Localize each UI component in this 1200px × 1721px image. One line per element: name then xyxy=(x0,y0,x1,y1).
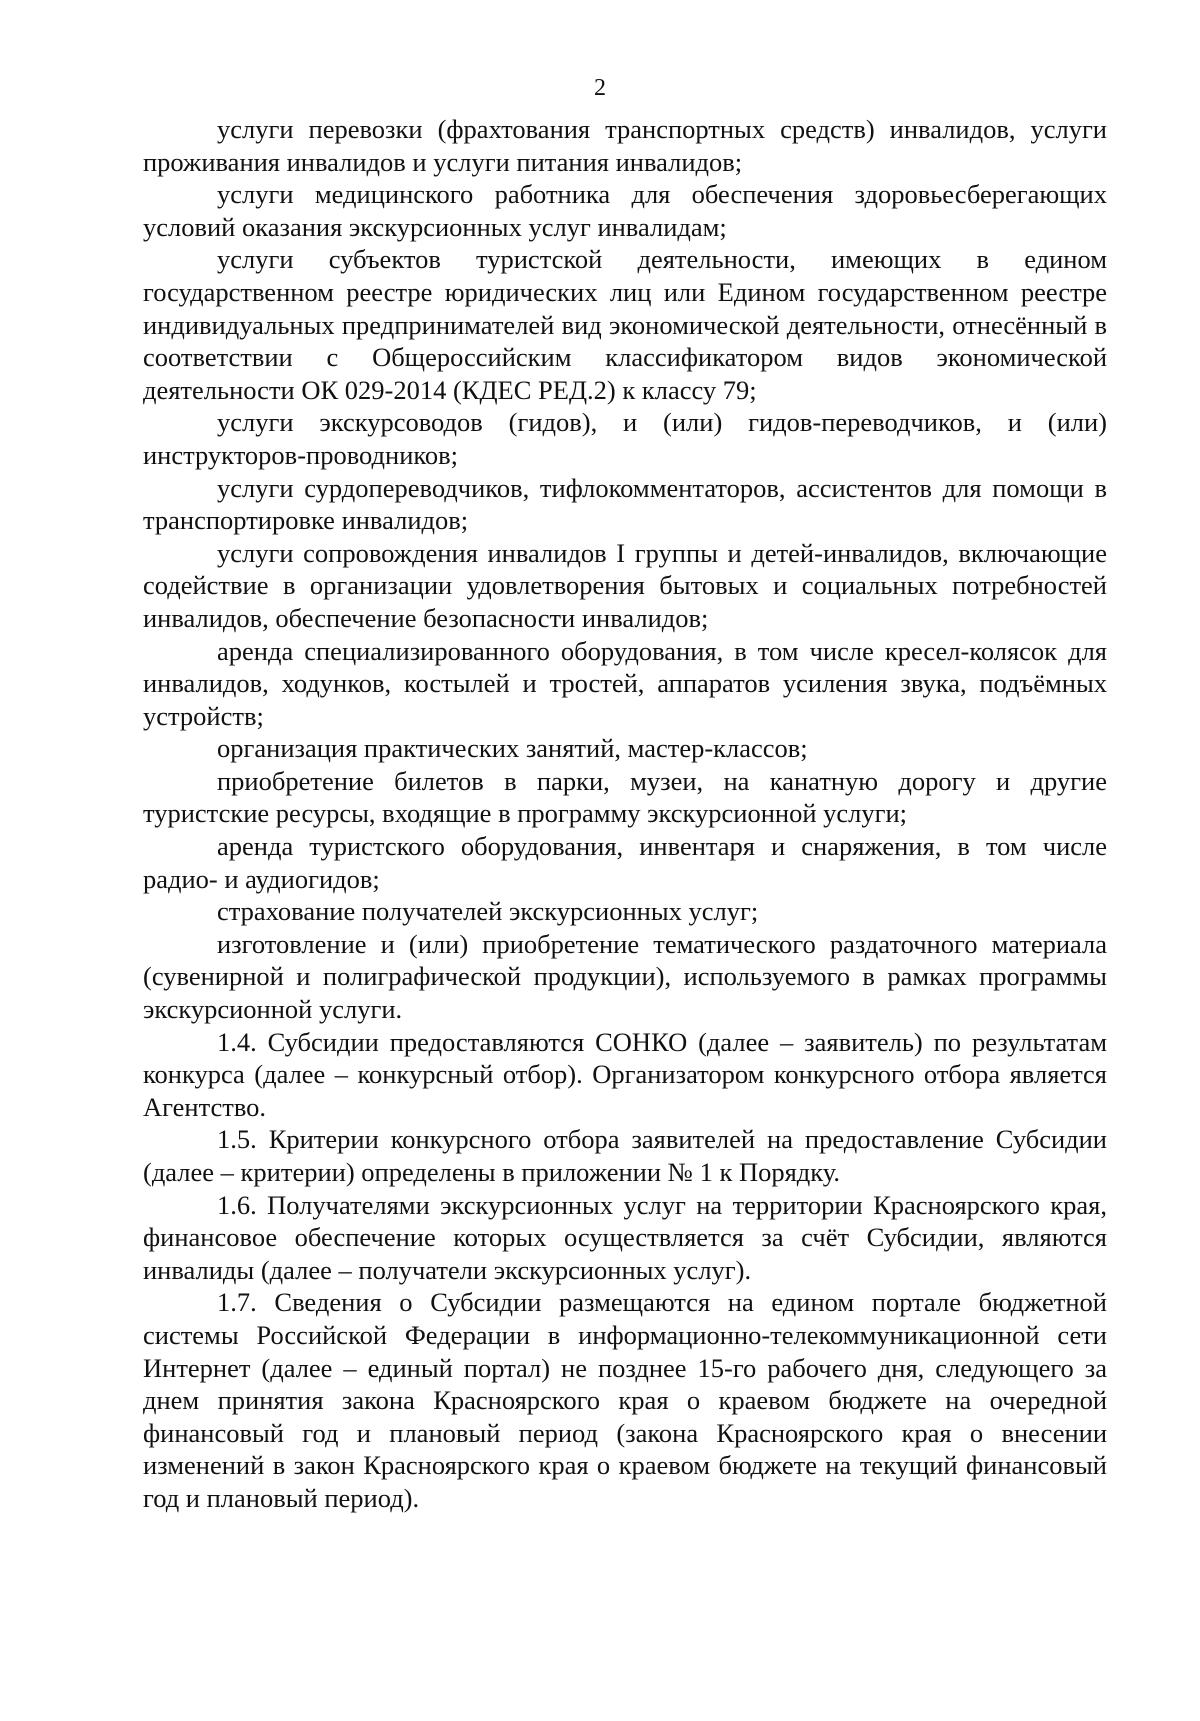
service-item-sign-language: услуги сурдопереводчиков, тифлокомментаторов, ассистентов для помощи в транспортировке инвалидов; xyxy=(143,472,1107,536)
service-item-equipment-rental: аренда специализированного оборудования, в том числе кресел-колясок для инвалидов, ходунков, костылей и тростей, аппаратов усиления звука, подъёмных устройств; xyxy=(143,635,1107,731)
service-item-tourist-gear: аренда туристского оборудования, инвентаря и снаряжения, в том числе радио- и аудиогидов; xyxy=(143,831,1107,894)
clause-1-7: 1.7. Сведения о Субсидии размещаются на едином портале бюджетной системы Российской Федерации в информационно-телекоммуникационной сети Интернет (далее – единый портал) не позднее 15-го рабочего дня, следующего за днем принятия закона Красноярского края о краевом бюджете на очередной финансовый год и плановый период (закона Красноярского края о внесении изменений в закон Красноярского края о краевом бюджете на текущий финансовый год и плановый период). xyxy=(143,1287,1107,1513)
service-item-insurance: страхование получателей экскурсионных услуг; xyxy=(217,896,759,927)
service-item-guides: услуги экскурсоводов (гидов), и (или) гидов-переводчиков, и (или) инструкторов-проводников; xyxy=(143,407,1107,470)
service-item-transport: услуги перевозки (фрахтования транспортных средств) инвалидов, услуги проживания инвалидов и услуги питания инвалидов; xyxy=(143,114,1107,177)
service-item-medical: услуги медицинского работника для обеспечения здоровьесберегающих условий оказания экскурсионных услуг инвалидам; xyxy=(143,179,1107,242)
clause-1-6: 1.6. Получателями экскурсионных услуг на территории Красноярского края, финансовое обеспечение которых осуществляется за счёт Субсидии, являются инвалиды (далее – получатели экскурсионных услуг). xyxy=(143,1189,1107,1285)
clause-1-4: 1.4. Субсидии предоставляются СОНКО (далее – заявитель) по результатам конкурса (далее – конкурсный отбор). Организатором конкурсного отбора является Агентство. xyxy=(143,1026,1107,1122)
service-item-escort: услуги сопровождения инвалидов I группы и детей-инвалидов, включающие содействие в организации удовлетворения бытовых и социальных потребностей инвалидов, обеспечение безопасности инвалидов; xyxy=(143,537,1107,633)
service-item-tourism-entities: услуги субъектов туристской деятельности, имеющих в едином государственном реестре юридических лиц или Едином государственном реестре индивидуальных предпринимателей вид экономической деятельности, отнесённый в соответствии с Общероссийским классификатором видов экономической деятельности ОК 029-2014 (КДЕС РЕД.2) к классу 79; xyxy=(143,244,1107,405)
document-body xyxy=(143,113,1107,1515)
service-item-tickets: приобретение билетов в парки, музеи, на канатную дорогу и другие туристские ресурсы, входящие в программу экскурсионной услуги; xyxy=(143,765,1107,829)
clause-1-5: 1.5. Критерии конкурсного отбора заявителей на предоставление Субсидии (далее – критерии) определены в приложении № 1 к Порядку. xyxy=(143,1124,1107,1187)
service-item-handouts: изготовление и (или) приобретение тематического раздаточного материала (сувенирной и полиграфической продукции), используемого в рамках программы экскурсионной услуги. xyxy=(143,928,1107,1025)
service-item-workshops: организация практических занятий, мастер-классов; xyxy=(217,733,808,764)
page-number: 2 xyxy=(594,75,606,101)
